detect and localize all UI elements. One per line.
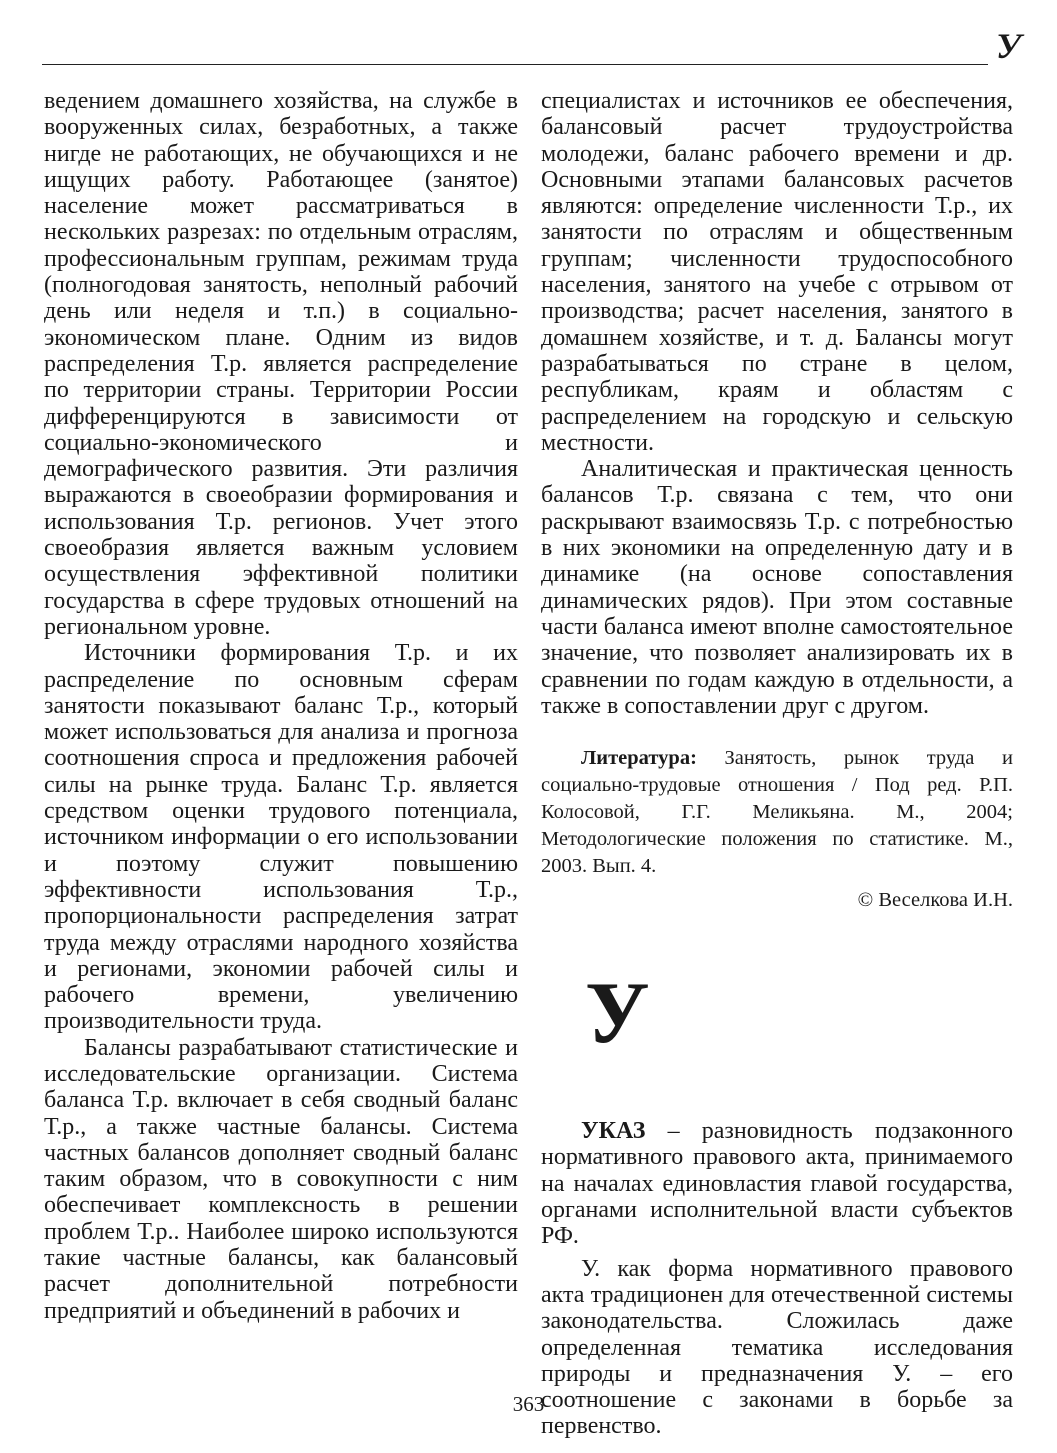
- header-rule: [42, 64, 988, 65]
- entry-definition: – разновидность подзаконного нормативного правового акта, принимаемого на началах единовластия главой государства, органами исполнительной власти субъектов РФ.: [541, 1118, 1013, 1250]
- page-number: 363: [512, 1392, 545, 1416]
- paragraph: Аналитическая и практическая ценность балансов Т.р. связана с тем, что они раскрывают взаимосвязь Т.р. с потребностью в них экономики на определенную дату и в динамике (на основе сопоставления динамических рядов). При этом составные части баланса имеют вполне самостоятельное значение, что позволяет анализировать их в сравнении по годам каждую в отдельности, а также в сопоставлении друг с другом.: [541, 456, 1013, 719]
- entry-definition-paragraph: [541, 1118, 1013, 1249]
- paragraph: У. как форма нормативного правового акта традиционен для отечественной системы законодательства. Сложилась даже определенная тематика исследования природы и предназначения У. – его соотношение с законами в борьбе за первенство.: [541, 1255, 1013, 1440]
- literature-text: Занятость, рынок труда и социально-трудовые отношения / Под ред. Р.П. Колосовой, Г.Г. Меликьяна. М., 2004; Методологические положения по статистике. М., 2003. Вып. 4.: [541, 747, 1013, 878]
- running-head-letter: У: [996, 26, 1022, 66]
- section-letter-heading: У: [585, 965, 650, 1063]
- literature-label: Литература:: [581, 747, 697, 770]
- author-signature: © Веселкова И.Н.: [857, 889, 1013, 912]
- left-column: [44, 88, 518, 1324]
- paragraph: специалистах и источников ее обеспечения, балансовый расчет трудоустройства молодежи, баланс рабочего времени и др. Основными этапами балансовых расчетов являются: определение численности Т.р., их занятости по отраслям и общественным группам; численности трудоспособного населения, занятого на учебе с отрывом от производства; расчет населения, занятого в домашнем хозяйстве, и т. д. Балансы могут разрабатываться по стране в целом, республикам, краям и областям с распределением на городскую и сельскую местности.: [541, 88, 1013, 456]
- literature-block: [541, 745, 1013, 880]
- paragraph: Источники формирования Т.р. и их распределение по основным сферам занятости показывают баланс Т.р., который может использоваться для анализа и прогноза соотношения спроса и предложения рабочей силы на рынке труда. Баланс Т.р. является средством оценки трудового потенциала, источником информации о его использовании и поэтому служит повышению эффективности использования Т.р., пропорциональности распределения затрат труда между отраслями народного хозяйства и регионами, экономии рабочей силы и рабочего времени, увеличению производительности труда.: [44, 640, 518, 1035]
- paragraph: ведением домашнего хозяйства, на службе в вооруженных силах, безработных, а также нигде не работающих, не обучающихся и не ищущих работу. Работающее (занятое) население может рассматриваться в нескольких разрезах: по отдельным отраслям, профессиональным группам, режимам труда (полногодовая занятость, неполный рабочий день или неделя и т.п.) в социально-экономическом плане. Одним из видов распределения Т.р. является распределение по территории страны. Территории России дифференцируются в зависимости от социально-экономического и демографического развития. Эти различия выражаются в своеобразии формирования и использования Т.р. регионов. Учет этого своеобразия является важным условием осуществления эффективной политики государства в сфере трудовых отношений на региональном уровне.: [44, 88, 518, 640]
- paragraph: Балансы разрабатывают статистические и исследовательские организации. Система баланса Т.р. включает в себя сводный баланс Т.р., а также частные балансы. Система частных балансов дополняет сводный баланс таким образом, что в совокупности с ним обеспечивает комплексность в решении проблем Т.р.. Наиболее широко используются такие частные балансы, как балансовый расчет дополнительной потребности предприятий и объединений в рабочих и: [44, 1034, 518, 1324]
- entry-term: УКАЗ: [581, 1118, 646, 1145]
- right-column: [541, 88, 1013, 1440]
